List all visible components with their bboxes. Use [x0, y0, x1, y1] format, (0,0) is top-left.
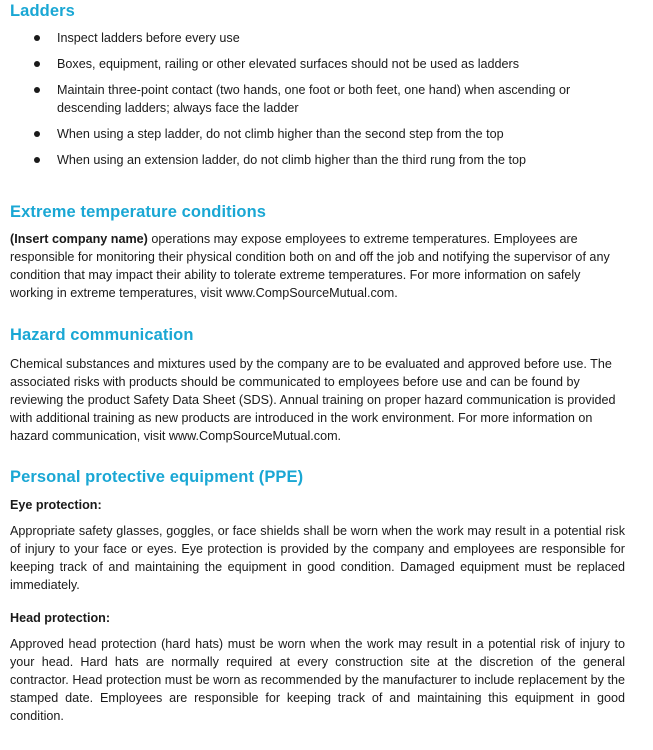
head-protection-subheading: Head protection:	[10, 611, 111, 625]
list-item	[10, 55, 625, 73]
list-item-text: When using an extension ladder, do not climb higher than the third rung from the top	[57, 153, 527, 167]
bullet-icon	[34, 87, 40, 93]
eye-protection-paragraph: Appropriate safety glasses, goggles, or face shields shall be worn when the work may result in a potential risk of injury to your face or eyes. Eye protection is provided by the company and employees are responsible for keeping track of and maintaining the equipment in good condition. Damaged equipment must be replaced immediately.	[10, 524, 625, 592]
section-heading-ladders: Ladders	[10, 2, 75, 20]
list-item-text: When using a step ladder, do not climb higher than the second step from the top	[57, 127, 504, 141]
list-item-text: Inspect ladders before every use	[57, 31, 240, 45]
ladders-bullet-list	[10, 29, 625, 169]
document-page	[10, 0, 625, 725]
list-item	[10, 151, 625, 169]
bullet-icon	[34, 131, 40, 137]
bullet-icon	[34, 61, 40, 67]
hazard-communication-paragraph: Chemical substances and mixtures used by the company are to be evaluated and approved before use. The associated risks with products should be communicated to employees before use and can be found by reviewing the product Safety Data Sheet (SDS). Annual training on proper hazard communication is provided with additional training as new products are introduced in the work environment. For more information on hazard communication, visit www.CompSourceMutual.com.	[10, 357, 616, 443]
extreme-temperature-paragraph	[10, 230, 625, 302]
head-protection-paragraph: Approved head protection (hard hats) must be worn when the work may result in a potential risk of injury to your head. Hard hats are normally required at every construction site at the discretion of the general contractor. Head protection must be worn as recommended by the manufacturer to include replacement by the stamped date. Employees are responsible for keeping track of and maintaining this equipment in good condition.	[10, 637, 625, 723]
list-item	[10, 29, 625, 47]
list-item	[10, 81, 625, 117]
extreme-temperature-text: operations may expose employees to extreme temperatures. Employees are responsible for monitoring their physical condition both on and off the job and notifying the supervisor of any condition that may impact their ability to tolerate extreme temperatures. For more information on safely working in extreme temperatures, visit www.CompSourceMutual.com.	[10, 232, 610, 300]
eye-protection-subheading: Eye protection:	[10, 498, 102, 512]
bullet-icon	[34, 35, 40, 41]
bullet-icon	[34, 157, 40, 163]
section-heading-hazard-communication: Hazard communication	[10, 326, 194, 344]
list-item	[10, 125, 625, 143]
list-item-text: Maintain three-point contact (two hands, one foot or both feet, one hand) when ascending or descending ladders; always face the ladder	[57, 83, 571, 115]
list-item-text: Boxes, equipment, railing or other elevated surfaces should not be used as ladders	[57, 57, 520, 71]
section-heading-ppe: Personal protective equipment (PPE)	[10, 468, 304, 486]
company-name-placeholder: (Insert company name)	[10, 232, 148, 246]
section-heading-extreme-temperature: Extreme temperature conditions	[10, 203, 267, 221]
